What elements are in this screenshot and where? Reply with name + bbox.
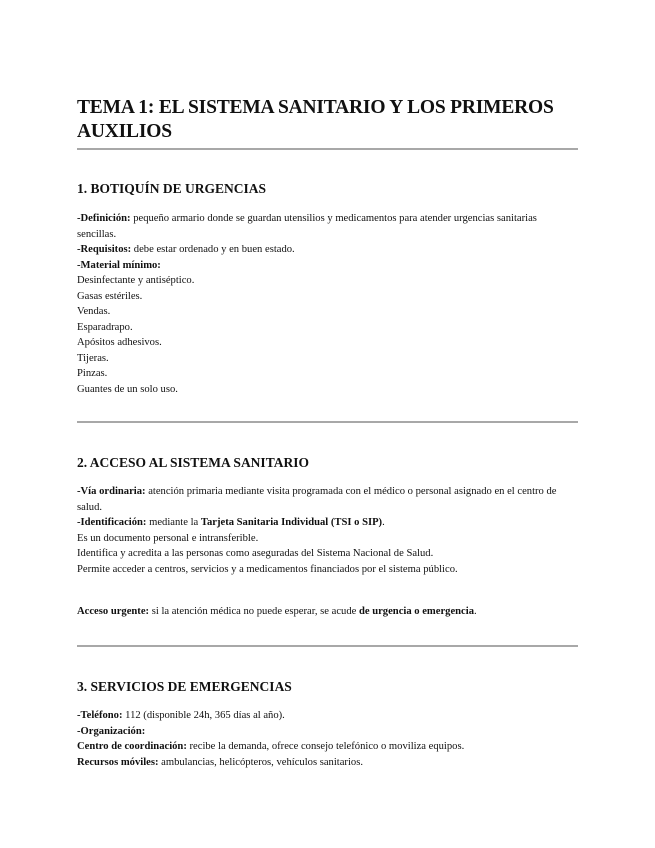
section-1-divider bbox=[77, 421, 578, 423]
identificacion-line bbox=[77, 515, 578, 531]
recursos-label: Recursos móviles: bbox=[77, 756, 159, 768]
ident-detail: Permite acceder a centros, servicios y a medicamentos financiados por el sistema público. bbox=[77, 563, 458, 575]
organizacion-label: -Organización: bbox=[77, 725, 146, 737]
section-2-heading: 2. ACCESO AL SISTEMA SANITARIO bbox=[77, 455, 309, 470]
centro-text: recibe la demanda, ofrece consejo telefónico o moviliza equipos. bbox=[186, 741, 465, 752]
organizacion-line bbox=[77, 724, 578, 740]
material-item: Pinzas. bbox=[77, 368, 108, 379]
ident-card-name: Tarjeta Sanitaria Individual (TSI o SIP) bbox=[200, 517, 383, 528]
acceso-urgente-paragraph bbox=[77, 604, 578, 620]
requisitos-text: debe estar ordenado y en buen estado. bbox=[131, 244, 295, 255]
material-item: Guantes de un solo uso. bbox=[77, 383, 178, 395]
material-item: Gasas estériles. bbox=[77, 290, 143, 302]
material-label-line bbox=[77, 258, 578, 274]
telefono-line bbox=[77, 708, 578, 724]
page-title: TEMA 1: EL SISTEMA SANITARIO Y LOS PRIMEROS AUXILIOS bbox=[77, 97, 554, 142]
centro-line bbox=[77, 739, 578, 755]
requisitos-line bbox=[77, 242, 578, 258]
urgente-text: si la atención médica no puede esperar, se acude bbox=[149, 606, 359, 617]
telefono-text: 112 (disponible 24h, 365 días al año). bbox=[122, 710, 285, 721]
ident-text: mediante la bbox=[146, 517, 201, 528]
material-item: Esparadrapo. bbox=[77, 321, 133, 333]
requisitos-label: -Requisitos: bbox=[77, 244, 132, 255]
title-divider bbox=[77, 148, 578, 150]
urgente-label: Acceso urgente: bbox=[77, 606, 150, 617]
definicion-line bbox=[77, 211, 578, 242]
urgente-end: . bbox=[474, 606, 477, 617]
ident-end: . bbox=[382, 517, 385, 528]
section-2-divider bbox=[77, 645, 578, 647]
ident-detail: Es un documento personal e intransferible. bbox=[77, 532, 259, 544]
acceso-urgente-line bbox=[77, 604, 578, 620]
material-item: Tijeras. bbox=[77, 352, 109, 364]
material-item: Apósitos adhesivos. bbox=[77, 337, 162, 348]
section-3-heading: 3. SERVICIOS DE EMERGENCIAS bbox=[77, 679, 292, 694]
section-3-body bbox=[77, 708, 578, 770]
urgente-bold: de urgencia o emergencia bbox=[358, 606, 474, 617]
ident-label: -Identificación: bbox=[77, 517, 147, 528]
definicion-label: -Definición: bbox=[77, 213, 131, 224]
material-item: Vendas. bbox=[77, 306, 111, 317]
telefono-label: -Teléfono: bbox=[77, 710, 123, 721]
via-ordinaria-line bbox=[77, 484, 578, 515]
centro-label: Centro de coordinación: bbox=[77, 741, 187, 752]
recursos-line bbox=[77, 755, 578, 771]
section-1-heading: 1. BOTIQUÍN DE URGENCIAS bbox=[77, 181, 267, 196]
section-2-body bbox=[77, 484, 578, 577]
recursos-text: ambulancias, helicópteros, vehículos sanitarios. bbox=[158, 756, 363, 768]
via-text: atención primaria mediante visita programada con el médico o personal asignado en el centro de salud. bbox=[77, 486, 557, 513]
section-1-body bbox=[77, 211, 578, 397]
ident-detail: Identifica y acredita a las personas como aseguradas del Sistema Nacional de Salud. bbox=[77, 548, 434, 559]
material-label: -Material mínimo: bbox=[77, 259, 161, 271]
via-label: -Vía ordinaria: bbox=[77, 486, 146, 497]
definicion-text: pequeño armario donde se guardan utensilios y medicamentos para atender urgencias sanitarias sencillas. bbox=[77, 213, 537, 240]
material-item: Desinfectante y antiséptico. bbox=[77, 275, 195, 286]
